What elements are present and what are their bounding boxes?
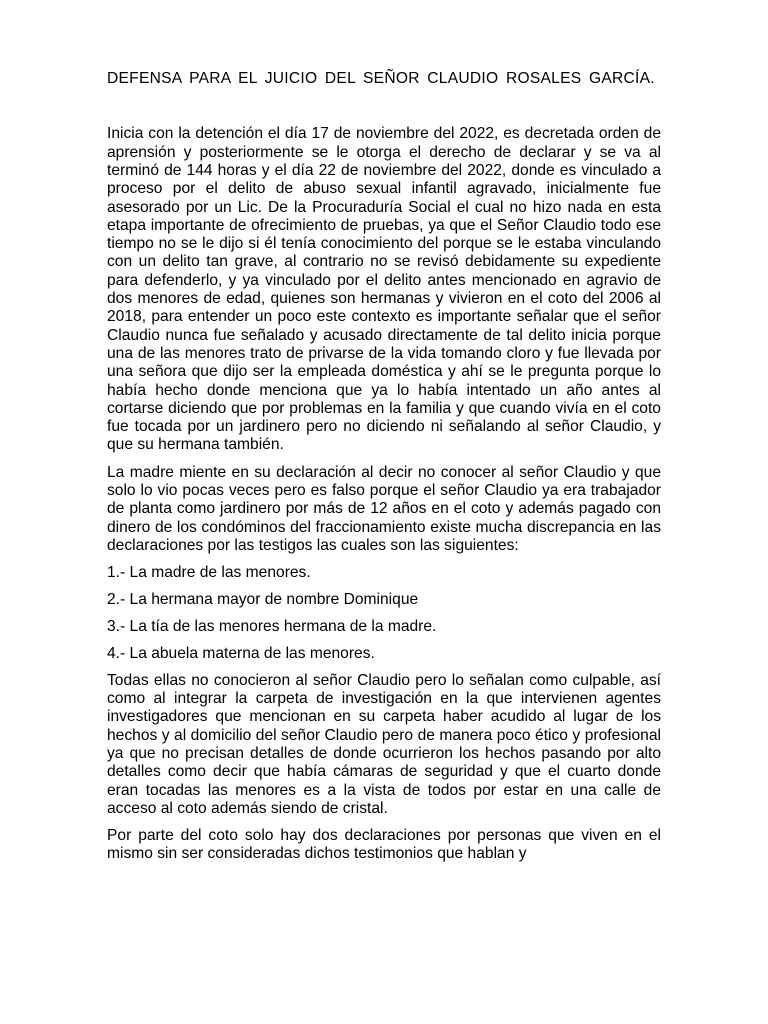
list-item: 1.- La madre de las menores. xyxy=(107,564,311,582)
paragraph-mother-testimony: La madre miente en su declaración al decir no conocer al señor Claudio y que solo lo vio pocas veces pero es falso porque el señor Claudio ya era trabajador de planta como jardinero por más de 12 años en el coto y además pagado con dinero de los condóminos del fraccionamiento existe mucha discrepancia en las declaraciones por las testigos las cuales son las siguientes: xyxy=(107,463,661,554)
paragraph-arrest-account: Inicia con la detención el día 17 de noviembre del 2022, es decretada orden de aprensión y posteriormente se le otorga el derecho de declarar y se va al terminó de 144 horas y el día 22 de noviembre del 2022, donde es vinculado a proceso por el delito de abuso sexual infantil agravado, inicialmente fue asesorado por un Lic. De la Procuraduría Social el cual no hizo nada en esta etapa importante de ofrecimiento de pruebas, ya que el Señor Claudio todo ese tiempo no se le dijo si él tenía conocimiento del porque se le estaba vinculando con un delito tan grave, al contrario no se revisó debidamente su expediente para defenderlo, y ya vinculado por el delito antes mencionado en agravio de dos menores de edad, quienes son hermanas y vivieron en el coto del 2006 al 2018, para entender un poco este contexto es importante señalar que el señor Claudio nunca fue señalado y acusado directamente de tal delito inicia porque una de las menores trato de privarse de la vida tomando cloro y fue llevada por una señora que dijo ser la empleada doméstica y ahí se le pregunta porque lo había hecho donde menciona que ya lo había intentado un año antes al cortarse diciendo que por problemas en la familia y que cuando vivía en el coto fue tocada por un jardinero pero no diciendo ni señalando al señor Claudio, y que su hermana también. xyxy=(107,125,661,454)
witness-list xyxy=(107,564,661,663)
list-item: 3.- La tía de las menores hermana de la madre. xyxy=(107,618,437,636)
document-title: DEFENSA PARA EL JUICIO DEL SEÑOR CLAUDIO ROSALES GARCÍA. xyxy=(107,70,655,87)
list-item: 2.- La hermana mayor de nombre Dominique xyxy=(107,591,419,609)
paragraph-coto-declarations: Por parte del coto solo hay dos declaraciones por personas que viven en el mismo sin ser consideradas dichos testimonios que hablan y xyxy=(107,827,661,863)
paragraph-investigation: Todas ellas no conocieron al señor Claudio pero lo señalan como culpable, así como al integrar la carpeta de investigación en la que intervienen agentes investigadores que mencionan en su carpeta haber acudido al lugar de los hechos y al domicilio del señor Claudio pero de manera poco ético y profesional ya que no precisan detalles de donde ocurrieron los hechos pasando por alto detalles como decir que había cámaras de seguridad y que el cuarto donde eran tocadas las menores es a la vista de todos por estar en una calle de acceso al coto además siendo de cristal. xyxy=(107,671,661,817)
list-item: 4.- La abuela materna de las menores. xyxy=(107,644,375,662)
document-body xyxy=(107,125,661,863)
